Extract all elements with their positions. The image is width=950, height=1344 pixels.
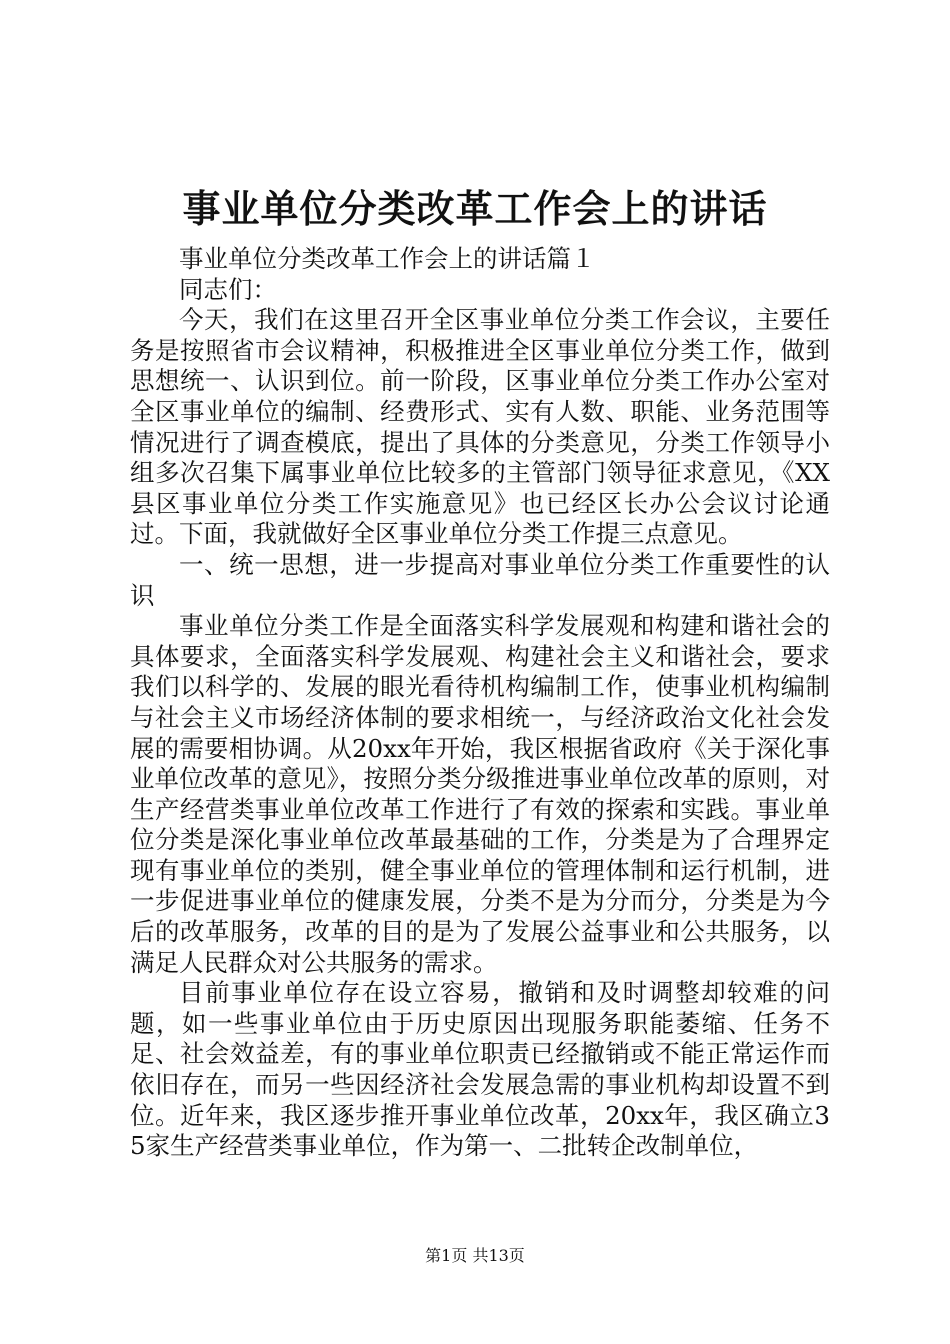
page-footer: 第1页 共13页 [425, 1246, 525, 1265]
paragraph-body-2: 目前事业单位存在设立容易，撤销和及时调整却较难的问题，如一些事业单位由于历史原因出现服务职能萎缩、任务不足、社会效益差，有的事业单位职责已经撤销或不能正常运作而依旧存在，而另一些因经济社会发展急需的事业机构却设置不到位。近年来，我区逐步推开事业单位改革，20xx年，我区确立35家生产经营类事业单位，作为第一、二批转企改制单位， [130, 978, 830, 1161]
paragraph-subtitle: 事业单位分类改革工作会上的讲话篇１ [179, 244, 596, 273]
paragraph-section-heading: 一、统一思想，进一步提高对事业单位分类工作重要性的认识 [130, 549, 830, 610]
paragraph-intro: 今天，我们在这里召开全区事业单位分类工作会议，主要任务是按照省市会议精神，积极推进全区事业单位分类工作，做到思想统一、认识到位。前一阶段，区事业单位分类工作办公室对全区事业单位的编制、经费形式、实有人数、职能、业务范围等情况进行了调查模底，提出了具体的分类意见，分类工作领导小组多次召集下属事业单位比较多的主管部门领导征求意见，《XX县区事业单位分类工作实施意见》也已经区长办公会议讨论通过。下面，我就做好全区事业单位分类工作提三点意见。 [130, 305, 830, 549]
document-title: 事业单位分类改革工作会上的讲话 [182, 186, 768, 231]
paragraph-salutation: 同志们： [179, 274, 277, 304]
document-body [130, 244, 830, 1162]
paragraph-body-1: 事业单位分类工作是全面落实科学发展观和构建和谐社会的具体要求，全面落实科学发展观、构建社会主义和谐社会，要求我们以科学的、发展的眼光看待机构编制工作，使事业机构编制与社会主义市场经济体制的要求相统一，与经济政治文化社会发展的需要相协调。从20xx年开始，我区根据省政府《关于深化事业单位改革的意见》，按照分类分级推进事业单位改革的原则，对生产经营类事业单位改革工作进行了有效的探索和实践。事业单位分类是深化事业单位改革最基础的工作，分类是为了合理界定现有事业单位的类别，健全事业单位的管理体制和运行机制，进一步促进事业单位的健康发展，分类不是为分而分，分类是为今后的改革服务，改革的目的是为了发展公益事业和公共服务，以满足人民群众对公共服务的需求。 [130, 611, 830, 977]
